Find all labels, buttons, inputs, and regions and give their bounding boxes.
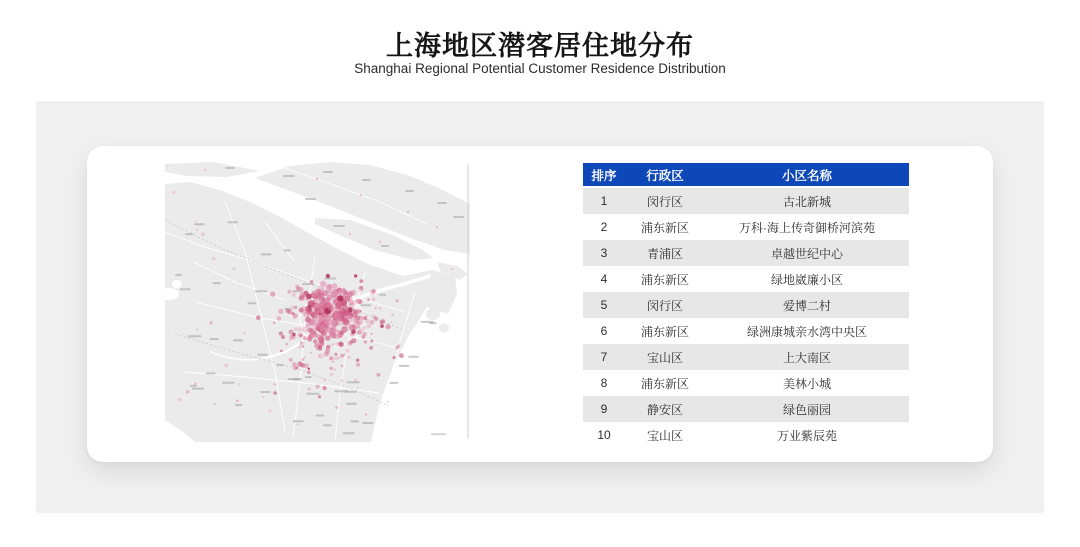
- ranking-table: [583, 163, 909, 448]
- table-row: [583, 240, 909, 266]
- page-title: 上海地区潜客居住地分布: [386, 31, 694, 61]
- community-cell: 绿色丽园: [782, 402, 831, 417]
- table-row: [583, 266, 909, 292]
- rank-cell: 4: [600, 272, 608, 286]
- table-row: [583, 292, 909, 318]
- district-cell: 浦东新区: [640, 220, 689, 235]
- table-header-row: [583, 163, 909, 187]
- rank-cell: 5: [600, 298, 608, 312]
- community-cell: 万业紫辰苑: [776, 428, 837, 443]
- community-cell: 古北新城: [782, 194, 831, 209]
- table-row: [583, 187, 909, 214]
- rank-cell: 6: [600, 324, 608, 338]
- rank-cell: 7: [600, 350, 608, 364]
- community-cell: 绿洲康城亲水湾中央区: [746, 324, 867, 339]
- header-community: 小区名称: [705, 163, 909, 187]
- map-attribution: [431, 433, 446, 435]
- header-district: 行政区: [625, 163, 705, 187]
- table-row: [583, 396, 909, 422]
- district-cell: 浦东新区: [640, 376, 689, 391]
- district-cell: 闵行区: [646, 194, 683, 209]
- page-subtitle: Shanghai Regional Potential Customer Residence Distribution: [354, 61, 726, 76]
- community-cell: 美林小城: [782, 376, 831, 391]
- rank-cell: 3: [600, 246, 608, 260]
- rank-cell: 10: [597, 428, 611, 442]
- community-cell: 上大南区: [782, 350, 831, 365]
- district-cell: 青浦区: [646, 246, 683, 261]
- ranking-table-body: [583, 187, 909, 448]
- table-row: [583, 344, 909, 370]
- table-row: [583, 370, 909, 396]
- district-cell: 宝山区: [646, 350, 683, 365]
- district-cell: 闵行区: [646, 298, 683, 313]
- rank-cell: 8: [600, 376, 608, 390]
- community-cell: 卓越世纪中心: [770, 246, 843, 261]
- district-cell: 浦东新区: [640, 324, 689, 339]
- rank-cell: 9: [600, 402, 608, 416]
- community-cell: 绿地崴廉小区: [770, 272, 843, 287]
- community-cell: 万科·海上传奇御桥河滨苑: [739, 220, 875, 235]
- district-cell: 宝山区: [646, 428, 683, 443]
- district-cell: 浦东新区: [640, 272, 689, 287]
- rank-cell: 1: [600, 194, 608, 208]
- table-row: [583, 214, 909, 240]
- community-cell: 爱博二村: [782, 298, 831, 313]
- header-rank: 排序: [583, 163, 625, 187]
- district-cell: 静安区: [646, 402, 683, 417]
- table-row: [583, 422, 909, 448]
- rank-cell: 2: [600, 220, 608, 234]
- content-card: [87, 146, 993, 462]
- table-row: [583, 318, 909, 344]
- shanghai-map: [165, 162, 470, 442]
